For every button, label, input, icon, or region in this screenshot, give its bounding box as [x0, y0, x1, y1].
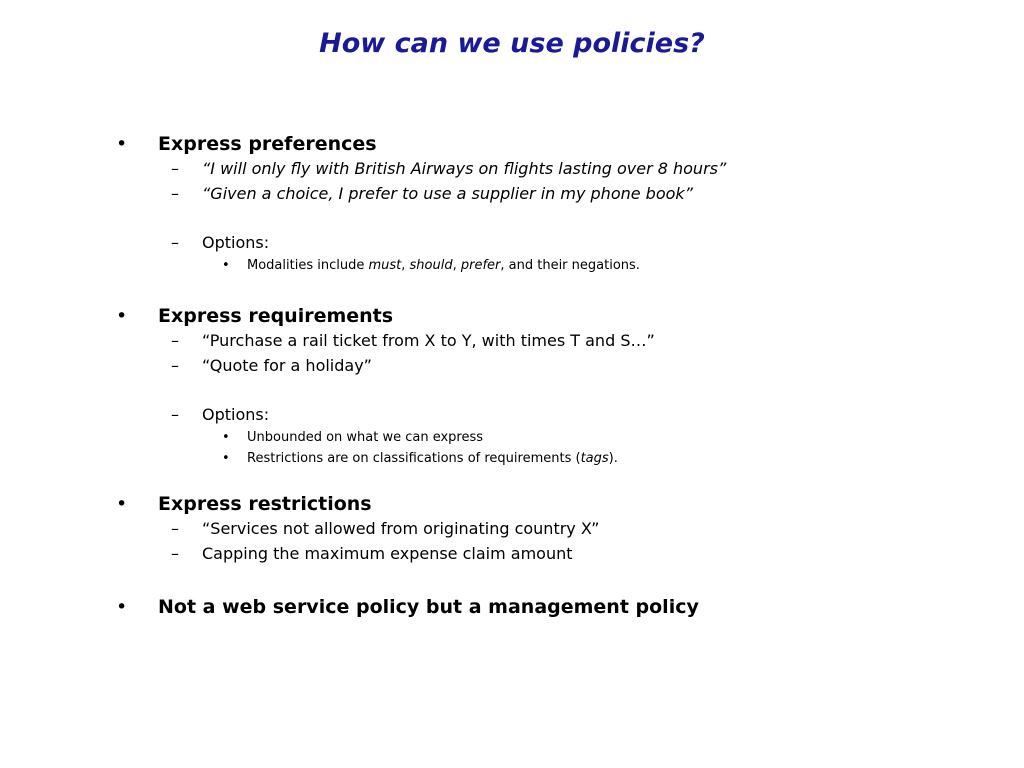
option-text-part: should [409, 258, 453, 273]
section-heading: Express preferences [158, 133, 377, 155]
option-item [222, 257, 640, 274]
quote-text: “Purchase a rail ticket from X to Y, with times T and S…” [202, 331, 655, 350]
quote-text: “Given a choice, I prefer to use a supplier in my phone book” [202, 184, 693, 203]
option-text-part: ). [608, 451, 618, 466]
quote-text: “I will only fly with British Airways on flights lasting over 8 hours” [202, 159, 727, 178]
option-text-part: must [368, 258, 402, 273]
bullet-marker: • [222, 430, 230, 445]
bullet-express-requirements [116, 304, 394, 328]
sub-bullet-options [171, 233, 270, 253]
bullet-express-preferences [116, 132, 377, 156]
quote-text: “Quote for a holiday” [202, 356, 372, 375]
option-text-part: , [401, 258, 410, 273]
dash-marker: – [171, 233, 179, 252]
dash-marker: – [171, 184, 179, 203]
bullet-marker: • [222, 258, 230, 273]
dash-marker: – [171, 519, 179, 538]
sub-bullet-item [171, 544, 573, 564]
option-text-part: , [452, 258, 461, 273]
bullet-marker: • [116, 305, 128, 327]
dash-marker: – [171, 544, 179, 563]
item-text: Capping the maximum expense claim amount [202, 544, 573, 563]
dash-marker: – [171, 159, 179, 178]
bullet-express-restrictions [116, 492, 372, 516]
bullet-management-policy [116, 595, 699, 619]
bullet-marker: • [222, 451, 230, 466]
section-heading: Not a web service policy but a management policy [158, 596, 699, 618]
slide-title: How can we use policies? [319, 28, 705, 59]
section-heading: Express requirements [158, 305, 394, 327]
option-item [222, 450, 618, 467]
option-text-part: tags [580, 451, 609, 466]
dash-marker: – [171, 331, 179, 350]
sub-bullet-quote [171, 331, 655, 351]
bullet-marker: • [116, 596, 128, 618]
option-item [222, 429, 484, 446]
sub-bullet-quote [171, 184, 693, 204]
item-text: “Services not allowed from originating country X” [202, 519, 600, 538]
sub-bullet-item [171, 519, 600, 539]
options-label: Options: [202, 405, 270, 424]
sub-bullet-options [171, 405, 270, 425]
bullet-marker: • [116, 493, 128, 515]
section-heading: Express restrictions [158, 493, 372, 515]
bullet-marker: • [116, 133, 128, 155]
option-text-part: Restrictions are on classifications of requirements ( [247, 451, 581, 466]
dash-marker: – [171, 405, 179, 424]
dash-marker: – [171, 356, 179, 375]
option-text: Unbounded on what we can express [247, 430, 484, 445]
sub-bullet-quote [171, 159, 727, 179]
sub-bullet-quote [171, 356, 372, 376]
option-text-part: Modalities include [247, 258, 369, 273]
option-text-part: prefer [460, 258, 501, 273]
options-label: Options: [202, 233, 270, 252]
option-text-part: , and their negations. [500, 258, 640, 273]
